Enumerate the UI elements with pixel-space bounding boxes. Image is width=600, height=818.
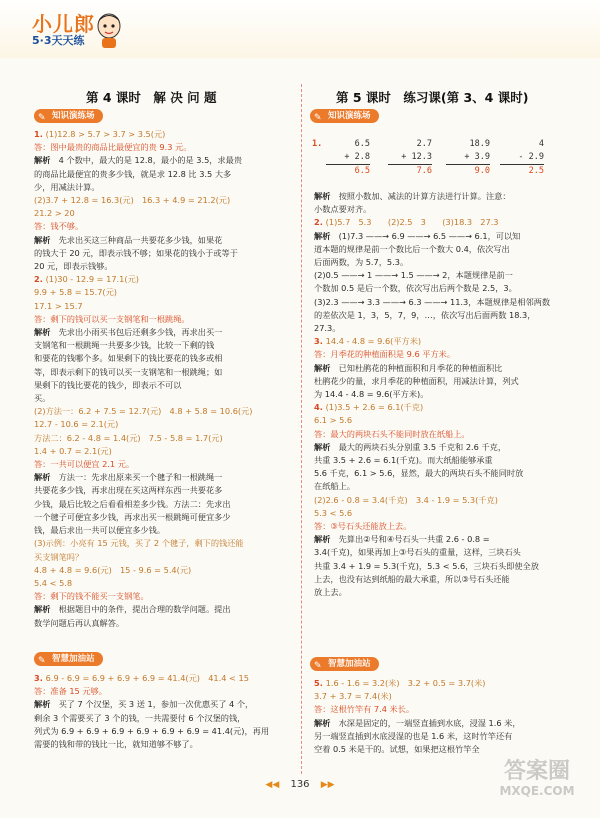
answer-line bbox=[314, 256, 584, 269]
answer-line bbox=[314, 414, 584, 427]
line-text: 4 个数中，最大的是 12.8，最小的是 3.5，求最贵 bbox=[50, 155, 243, 166]
answer-line bbox=[314, 703, 584, 716]
column-divider bbox=[301, 84, 302, 774]
answer-text: 答：图中最贵的商品比最便宜的贵 9.3 元。 bbox=[34, 142, 192, 153]
left-section-tag-wisdom bbox=[34, 652, 103, 666]
answer-text: 答：这根竹竿有 7.4 米长。 bbox=[314, 704, 415, 715]
line-text: (1)5.7 5.3 (2)2.5 3 (3)18.3 27.3 bbox=[325, 217, 499, 228]
line-text: 21.2 > 20 bbox=[34, 208, 75, 219]
pencil-icon: ✎ bbox=[314, 661, 322, 671]
answer-line bbox=[34, 603, 296, 616]
right-section-tag-label: 知识演练场 bbox=[328, 111, 371, 121]
calc-row-mid: - 2.9 bbox=[518, 152, 544, 162]
line-text: 6.1 > 5.6 bbox=[314, 415, 353, 426]
line-text: 一个毽子可便宜多少钱，再求出买一根跳绳可便宜多少 bbox=[34, 511, 231, 522]
pencil-icon: ✎ bbox=[314, 113, 322, 123]
line-text: 9.9 + 5.8 = 15.7(元) bbox=[34, 287, 117, 298]
vertical-calc bbox=[446, 138, 490, 178]
answer-line bbox=[34, 313, 296, 326]
answer-line bbox=[34, 366, 296, 379]
analysis-label: 解析 bbox=[34, 472, 51, 483]
answer-line bbox=[34, 234, 296, 247]
answer-text: 答：准备 15 元够。 bbox=[34, 686, 107, 697]
answer-line bbox=[34, 445, 296, 458]
answer-line bbox=[34, 220, 296, 233]
answer-line bbox=[34, 181, 296, 194]
watermark-line2: MXQE.COM bbox=[499, 784, 575, 798]
line-text: 个数加 0.5 是后一个数，依次写出后两个数是 2.5，3。 bbox=[314, 283, 517, 294]
line-text: 的差依次是 1，3，5，7，9，…，依次写出后面两数 18.3， bbox=[314, 309, 536, 320]
analysis-label: 解析 bbox=[314, 230, 331, 241]
answer-line bbox=[314, 586, 584, 599]
answer-line bbox=[34, 379, 296, 392]
answer-line bbox=[34, 326, 296, 339]
answer-line bbox=[34, 286, 296, 299]
answer-line bbox=[34, 725, 296, 738]
line-text: 后面两数，为 5.7，5.3。 bbox=[314, 257, 409, 268]
analysis-label: 解析 bbox=[34, 155, 51, 166]
line-text: 12.7 - 10.6 = 2.1(元) bbox=[34, 419, 119, 430]
answer-line bbox=[314, 677, 584, 690]
line-text: 少钱，最后比较之后看看相差多少钱。方法二：先求出 bbox=[34, 498, 231, 509]
right-section-tag-wisdom bbox=[310, 657, 379, 671]
answer-line bbox=[314, 441, 584, 454]
answer-line bbox=[314, 388, 584, 401]
answer-line bbox=[314, 401, 584, 414]
line-text: 方法二：6.2 - 4.8 = 1.4(元) 7.5 - 5.8 = 1.7(元) bbox=[34, 432, 223, 443]
line-text: 先求出小雨买书包后还剩多少钱，再求出买一 bbox=[50, 327, 223, 338]
answer-line bbox=[34, 524, 296, 537]
answer-line bbox=[34, 300, 296, 313]
answer-line bbox=[314, 190, 584, 203]
right-lesson-title: 第 5 课时 练习课(第 3、4 课时) bbox=[336, 90, 529, 105]
answer-line bbox=[34, 698, 296, 711]
answer-line bbox=[314, 717, 584, 730]
line-text: 列式为 6.9 + 6.9 + 6.9 + 6.9 + 6.9 + 6.9 = 41.4(元)，再用 bbox=[34, 725, 270, 736]
line-text: 6.9 - 6.9 = 6.9 + 6.9 + 6.9 = 41.4(元) 41.4 < 15 bbox=[45, 673, 249, 683]
line-text: 等，即表示剩下的钱可以买一支钢笔和一根跳绳；如 bbox=[34, 366, 223, 377]
answer-line bbox=[314, 428, 584, 441]
watermark-line1: 答案圈 bbox=[503, 759, 570, 784]
question-number: 1. bbox=[312, 139, 323, 149]
calc-row-top: 2.7 bbox=[416, 139, 432, 149]
answer-line bbox=[34, 432, 296, 445]
answer-line bbox=[34, 484, 296, 497]
line-text: 上去，也没有达到纸船的最大承重，所以③号石头还能 bbox=[314, 573, 510, 584]
analysis-label: 解析 bbox=[314, 191, 331, 201]
answer-line bbox=[314, 507, 584, 520]
line-text: 在纸船上。 bbox=[314, 481, 355, 492]
answer-line bbox=[34, 471, 296, 484]
answer-line bbox=[314, 216, 584, 229]
calc-row-top: 18.9 bbox=[469, 139, 490, 149]
answer-text: 答：月季花的种植面积是 9.6 平方米。 bbox=[314, 349, 456, 360]
answer-line bbox=[34, 577, 296, 590]
line-text: 2. bbox=[314, 217, 326, 228]
line-text: 需要的钱和带的钱比一比，就知道够不够了。 bbox=[34, 739, 198, 750]
answer-line bbox=[34, 207, 296, 220]
line-text: (1)12.8 > 5.7 > 3.7 > 3.5(元) bbox=[45, 129, 166, 139]
logo-title: 小儿郎 bbox=[32, 12, 95, 36]
answer-line bbox=[34, 154, 296, 167]
line-text: 3. bbox=[314, 336, 326, 347]
line-text: 5.3 < 5.6 bbox=[314, 507, 353, 518]
calc-row-res: 9.0 bbox=[446, 164, 490, 178]
analysis-label: 解析 bbox=[34, 327, 51, 338]
line-text: 空着 0.5 米是干的。试想，如果把这根竹竿全 bbox=[314, 744, 480, 755]
line-text: (3)2.3 ——→ 3.3 ——→ 6.3 ——→ 11.3，本题规律是相邻两数 bbox=[314, 296, 551, 307]
line-text: 5.4 < 5.8 bbox=[34, 577, 73, 588]
line-text: 共重 3.5 + 2.6 = 6.1(千克)。而大纸船能够承重 bbox=[314, 455, 493, 466]
line-text: 5. bbox=[314, 678, 326, 688]
vertical-calc bbox=[326, 138, 370, 178]
line-text: 果剩下的钱比要花的钱少，即表示不可以 bbox=[34, 379, 182, 390]
left-section-tag-practice bbox=[34, 109, 103, 123]
answer-line bbox=[314, 467, 584, 480]
brand-logo bbox=[28, 8, 128, 54]
line-text: 1.4 + 0.7 = 2.1(元) bbox=[34, 445, 112, 456]
line-text: 17.1 > 15.7 bbox=[34, 300, 83, 311]
answer-line bbox=[314, 296, 584, 309]
prev-arrows-icon: ◀◀ bbox=[265, 780, 280, 790]
answer-line bbox=[34, 685, 296, 698]
calc-row-mid: + 2.8 bbox=[344, 152, 370, 162]
answer-text: 答：钱不够。 bbox=[34, 221, 84, 232]
line-text: 4.8 + 4.8 = 9.6(元) 15 - 9.6 = 5.4(元) bbox=[34, 564, 192, 575]
line-text: 14.4 - 4.8 = 9.6(平方米) bbox=[325, 336, 422, 347]
answer-line bbox=[314, 269, 584, 282]
calc-row-res: 6.5 bbox=[326, 164, 370, 178]
line-text: 另一端竖直插到水底浸湿的也是 1.6 米，这时竹竿还有 bbox=[314, 730, 513, 741]
answer-line bbox=[34, 168, 296, 181]
answer-line bbox=[34, 194, 296, 207]
answer-line bbox=[34, 537, 296, 550]
line-text: 小数点要对齐。 bbox=[314, 204, 372, 215]
line-text: 先算出②号和④号石头一共重 2.6 - 0.8 = bbox=[330, 534, 490, 545]
line-text: 买。 bbox=[34, 393, 51, 404]
vertical-calc bbox=[388, 138, 432, 178]
right-section-tag-practice bbox=[310, 109, 379, 123]
line-text: (2)2.6 - 0.8 = 3.4(千克) 3.4 - 1.9 = 5.3(千克) bbox=[314, 494, 498, 505]
line-text: (2)方法一：6.2 + 7.5 = 12.7(元) 4.8 + 5.8 = 10.6(元) bbox=[34, 406, 253, 417]
analysis-label: 解析 bbox=[34, 234, 51, 245]
answer-line bbox=[314, 730, 584, 743]
answer-line bbox=[34, 511, 296, 524]
answer-line bbox=[34, 551, 296, 564]
answer-text: 答：最大的两块石头不能同时放在纸船上。 bbox=[314, 428, 470, 439]
pencil-icon: ✎ bbox=[38, 113, 46, 123]
line-text: 的商品比最便宜的贵多少钱，就是求 12.8 比 3.5 大多 bbox=[34, 168, 232, 179]
answer-line bbox=[314, 573, 584, 586]
line-text: 已知杜鹃花的种植面积和月季花的种植面积比 bbox=[330, 362, 503, 373]
answer-line bbox=[314, 546, 584, 559]
answer-line bbox=[34, 405, 296, 418]
answer-text: 答：剩下的钱可以买一支钢笔和一根跳绳。 bbox=[34, 313, 190, 324]
line-text: (1)30 - 12.9 = 17.1(元) bbox=[45, 274, 139, 285]
line-text: 买支钢笔吗？ bbox=[34, 551, 84, 562]
left-lesson-title: 第 4 课时 解 决 问 题 bbox=[86, 90, 217, 105]
line-text: 先求出买这三种商品一共要花多少钱，如果花 bbox=[50, 234, 223, 245]
line-text: (1)3.5 + 2.6 = 6.1(千克) bbox=[325, 402, 424, 413]
page-number: 136 bbox=[290, 779, 310, 790]
left-section-tag2-label: 智慧加油站 bbox=[52, 654, 95, 664]
line-text: 3.4(千克)，如果再加上③号石头的重量，这样，三块石头 bbox=[314, 547, 521, 558]
calc-row-top: 4 bbox=[538, 139, 544, 149]
answer-line bbox=[34, 564, 296, 577]
line-text: 27.3。 bbox=[314, 323, 341, 334]
line-text: 少，用减法计算。 bbox=[34, 181, 100, 192]
answer-line bbox=[314, 494, 584, 507]
line-text: 杜鹃花少的量，求月季花的种植面积，用减法计算，列式 bbox=[314, 375, 519, 386]
answer-line bbox=[34, 498, 296, 511]
answer-line bbox=[314, 690, 584, 703]
analysis-label: 解析 bbox=[314, 534, 331, 545]
calc-row-res: 7.6 bbox=[388, 164, 432, 178]
answer-line bbox=[34, 418, 296, 431]
answer-line bbox=[314, 560, 584, 573]
line-text: 3.7 + 3.7 = 7.4(米) bbox=[314, 691, 392, 702]
line-text: 共要花多少钱，再求出现在买这两样东西一共要花多 bbox=[34, 485, 223, 496]
line-text: 剩余 3 个需要买了 3 个的钱，一共需要付 6 个汉堡的钱， bbox=[34, 712, 246, 723]
line-text: (3)示例：小亮有 15 元钱，买了 2 个毽子，剩下的钱还能 bbox=[34, 538, 244, 549]
answer-line bbox=[34, 128, 296, 141]
answer-line bbox=[314, 203, 584, 216]
answer-line bbox=[314, 362, 584, 375]
logo-subtitle: 5·3天天练 bbox=[32, 34, 85, 47]
line-text: 4. bbox=[314, 402, 326, 413]
answer-line bbox=[34, 617, 296, 630]
line-text: 和要花的钱哪个多。如果剩下的钱比要花的钱多或相 bbox=[34, 353, 223, 364]
answer-line bbox=[314, 743, 584, 756]
calc-row-top: 6.5 bbox=[354, 139, 370, 149]
calc-row-mid: + 3.9 bbox=[464, 152, 490, 162]
line-text: 1.6 - 1.6 = 3.2(米) 3.2 + 0.5 = 3.7(米) bbox=[325, 678, 486, 688]
line-text: 道本题的规律是前一个数比后一个数大 0.4，依次写出 bbox=[314, 243, 510, 254]
answer-line bbox=[314, 282, 584, 295]
right-section-tag2-label: 智慧加油站 bbox=[328, 659, 371, 669]
next-arrows-icon: ▶▶ bbox=[320, 780, 335, 790]
answer-line bbox=[34, 352, 296, 365]
calc-row-res: 2.5 bbox=[500, 164, 544, 178]
line-text: (2)3.7 + 12.8 = 16.3(元) 16.3 + 4.9 = 21.2(元) bbox=[34, 195, 231, 206]
answer-line bbox=[314, 533, 584, 546]
answer-text: 答：一共可以便宜 2.1 元。 bbox=[34, 459, 135, 470]
left-answer-column-bonus bbox=[34, 672, 296, 751]
line-text: 20 元，即表示钱够。 bbox=[34, 261, 113, 272]
answer-line bbox=[34, 590, 296, 603]
line-text: 根据题目中的条件，提出合理的数学问题。提出 bbox=[50, 604, 231, 615]
line-text: 支钢笔和一根跳绳一共要多少钱，比较一下剩的钱 bbox=[34, 340, 215, 351]
answer-line bbox=[34, 392, 296, 405]
analysis-label: 解析 bbox=[314, 717, 331, 728]
boy-mascot-icon bbox=[94, 10, 124, 50]
line-text: 共重 3.4 + 1.9 = 5.3(千克)，5.3 < 5.6，三块石头即使全放 bbox=[314, 560, 539, 571]
answer-line bbox=[34, 339, 296, 352]
right-answer-column-bonus bbox=[314, 677, 584, 756]
line-text: 最大的两块石头分别重 3.5 千克和 2.6 千克， bbox=[330, 441, 507, 452]
answer-text: 答：剩下的钱不能买一支钢笔。 bbox=[34, 591, 149, 602]
line-text: 数学问题后再认真解答。 bbox=[34, 617, 125, 628]
watermark-logo bbox=[478, 760, 596, 816]
answer-line bbox=[314, 243, 584, 256]
answer-line bbox=[314, 480, 584, 493]
line-text: 按照小数加、减法的计算方法进行计算。注意： bbox=[330, 191, 511, 201]
answer-line bbox=[34, 141, 296, 154]
answer-line bbox=[314, 520, 584, 533]
line-text: (2)0.5 ——→ 1 ——→ 1.5 ——→ 2，本题规律是前一 bbox=[314, 270, 513, 281]
answer-line bbox=[314, 375, 584, 388]
answer-line bbox=[314, 348, 584, 361]
calc-row-mid: + 12.3 bbox=[401, 152, 432, 162]
left-section-tag-label: 知识演练场 bbox=[52, 111, 95, 121]
line-text: 买了 7 个汉堡，买 3 送 1，参加一次优惠买了 4 个， bbox=[50, 699, 254, 710]
analysis-label: 解析 bbox=[34, 699, 51, 710]
line-text: 的钱大于 20 元，即表示钱不够；如果花的钱小于或等于 bbox=[34, 247, 238, 258]
line-text: 钱，最后求出一共可以便宜多少钱。 bbox=[34, 525, 166, 536]
vertical-calc bbox=[500, 138, 544, 178]
answer-line bbox=[34, 247, 296, 260]
answer-line bbox=[34, 712, 296, 725]
analysis-label: 解析 bbox=[314, 441, 331, 452]
answer-line bbox=[34, 458, 296, 471]
answer-text: 答：③号石头还能放上去。 bbox=[314, 521, 412, 532]
answer-line bbox=[34, 260, 296, 273]
line-text: (1)7.3 ——→ 6.9 ——→ 6.5 ——→ 6.1，可以知 bbox=[330, 230, 521, 241]
answer-line bbox=[314, 322, 584, 335]
answer-line bbox=[314, 230, 584, 243]
answer-line bbox=[34, 273, 296, 286]
answer-line bbox=[34, 738, 296, 751]
line-text: 放上去。 bbox=[314, 587, 347, 598]
line-text: 水深是固定的，一端竖直插到水底，浸湿 1.6 米， bbox=[330, 717, 521, 728]
answer-line bbox=[314, 335, 584, 348]
pencil-icon: ✎ bbox=[38, 656, 46, 666]
answer-line bbox=[314, 454, 584, 467]
analysis-label: 解析 bbox=[314, 362, 331, 373]
line-text: 为 14.4 - 4.8 = 9.6(平方米)。 bbox=[314, 389, 429, 400]
line-text: 2. bbox=[34, 274, 46, 285]
right-answer-column bbox=[314, 190, 584, 599]
line-text: 1. bbox=[34, 129, 46, 139]
line-text: 方法一：先求出原来买一个毽子和一根跳绳一 bbox=[50, 472, 223, 483]
line-text: 3. bbox=[34, 673, 46, 683]
left-answer-column bbox=[34, 128, 296, 630]
line-text: 5.6 千克，6.1 > 5.6，显然，最大的两块石头不能同时放 bbox=[314, 468, 524, 479]
analysis-label: 解析 bbox=[34, 604, 51, 615]
answer-line bbox=[34, 672, 296, 685]
answer-line bbox=[314, 309, 584, 322]
